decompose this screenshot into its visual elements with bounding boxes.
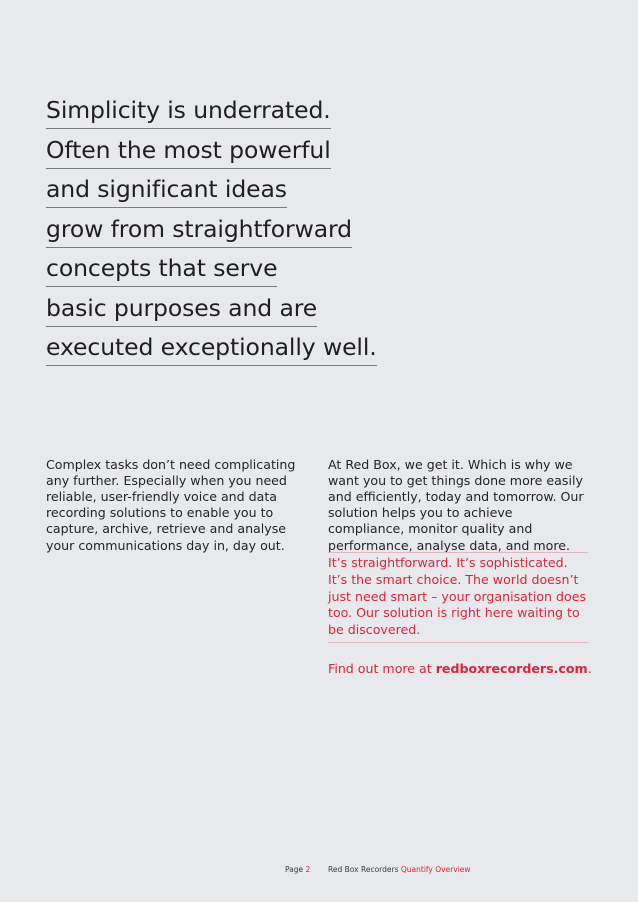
headline-line-text: and significant ideas	[46, 171, 287, 208]
headline-line	[46, 250, 406, 290]
body-left-paragraph: Complex tasks don’t need complicating any further. Especially when you need reliable, user-friendly voice and data recording solutions to enable you to capture, archive, retrieve and analyse your communications day in, day out.	[46, 456, 296, 553]
headline-line-text: basic purposes and are	[46, 290, 317, 327]
headline-line	[46, 290, 406, 330]
page-indicator	[285, 864, 310, 876]
website-link[interactable]: redboxrecorders.com	[435, 661, 588, 676]
find-more-prefix: Find out more at	[328, 661, 436, 676]
headline-line-text: grow from straightforward	[46, 211, 352, 248]
headline-line	[46, 132, 406, 172]
headline-line	[46, 329, 406, 369]
page-footer	[0, 864, 638, 876]
headline-line-text: executed exceptionally well.	[46, 329, 377, 366]
callout-quote: It’s straightforward. It’s sophisticated. It’s the smart choice. The world doesn’t just need smart – your organisation does too. Our solution is right here waiting to be discovered.	[328, 552, 588, 643]
page-number: 2	[305, 865, 311, 874]
headline-line	[46, 211, 406, 251]
document-title: Quantify Overview	[400, 865, 471, 874]
headline-line	[46, 171, 406, 211]
body-right-paragraph: At Red Box, we get it. Which is why we want you to get things done more easily and efficiently, today and tomorrow. Our solution helps you to achieve compliance, monitor quality and performance, analyse data, and more.	[328, 456, 584, 553]
headline-line-text: concepts that serve	[46, 250, 277, 287]
page-label: Page	[285, 865, 306, 874]
find-more-suffix: .	[587, 661, 592, 676]
footer-brand	[328, 864, 471, 876]
headline-line-text: Simplicity is underrated.	[46, 92, 331, 129]
headline-line-text: Often the most powerful	[46, 132, 331, 169]
headline	[46, 92, 406, 369]
headline-line	[46, 92, 406, 132]
find-more-line	[328, 661, 592, 677]
brand-name: Red Box Recorders	[328, 865, 401, 874]
